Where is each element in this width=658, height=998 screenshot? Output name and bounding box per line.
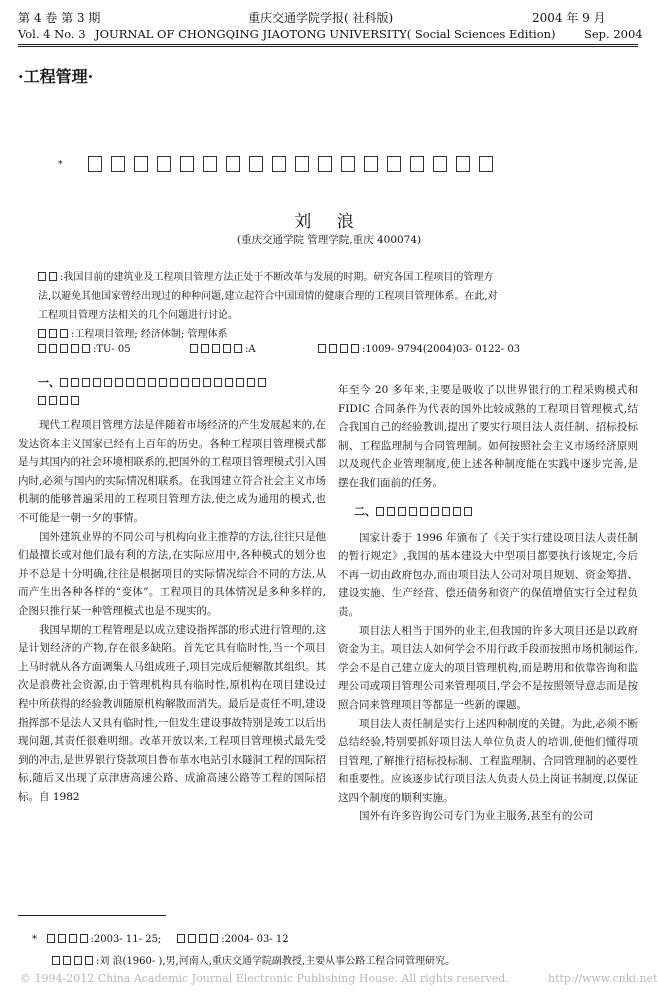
- left-paragraph-1: 现代工程项目管理方法是伴随着市场经济的产生发展起来的,在发达资本主义国家已经有上百年的历史。各种工程项目管理模式都是与其国内的社会环境相联系的,把国外的工程项目管理模式引入国内时,必须与国内的实际情况相联系。在我国建立符合社会主义市场机制的能够普遍采用的工程项目管理方法,使之成为通用的模式,也不可能是一朝一夕的事情。: [18, 419, 326, 524]
- title-glyph-box: [456, 156, 470, 172]
- article-id: :1009- 9794(2004)03- 0122- 03: [318, 344, 520, 355]
- author-affiliation: (重庆交通学院 管理学院,重庆 400074): [236, 234, 422, 246]
- title-glyph-box: [203, 156, 217, 172]
- abstract-line-2: 法,以避免其他国家曾经出现过的种种问题,建立起符合中国国情的健康合理的工程项目管理体系。在此,对: [38, 291, 498, 302]
- right-paragraph-3: 项目法人责任制是实行上述四种制度的关键。为此,必须不断总结经验,特别要抓好项目法人单位负责人的培训,使他们懂得项目管理,了解推行招标投标制、工程监理制、合同管理制的必要性和重要性。应该逐步试行项目法人负责人员上岗证书制度,以保证这四个制度的顺利实施。: [338, 717, 638, 804]
- title-glyph-box: [226, 156, 240, 172]
- right-paragraph-2: 项目法人相当于国外的业主,但我国的许多大项目还是以政府资金为主。项目法人如何学会不用行政手段而按照市场机制运作,学会不是自己建立庞大的项目管理机构,而是聘用和依靠咨询和监理公司或项目管理公司来管理项目,学会不是按照领导意志而是按照合同来管理项目等都是一些新的课题。: [338, 624, 638, 711]
- footnote-dates: * :2003- 11- 25; :2004- 03- 12: [32, 934, 289, 945]
- title-glyph-box: [479, 156, 493, 172]
- title-footnote-marker: *: [58, 160, 63, 170]
- clc-number: :TU- 05: [38, 344, 131, 355]
- title-glyph-box: [134, 156, 148, 172]
- title-glyph-box: [272, 156, 286, 172]
- header-journal-en: JOURNAL OF CHONGQING JIAOTONG UNIVERSITY( Social Sciences Edition): [95, 27, 556, 41]
- right-paragraph-continued: 年至今 20 多年来,主要是吸收了以世界银行的工程采购模式和 FIDIC 合同条件为代表的国外比较成熟的工程项目管理模式,结合我国自己的经验教训,提出了要实行项目法人责任制、招标投标制、工程监理制与合同管理制。如何按照社会主义市场经济原则以及现代企业管理制度,使上述各种制度能在实践中逐步完善,是摆在我们面前的任务。: [338, 384, 638, 489]
- footnote-rule: [18, 915, 166, 916]
- footnote-author-bio: :刘 浪(1960- ),男,河南人,重庆交通学院副教授,主要从事公路工程合同管理研究。: [52, 952, 455, 967]
- header-date-en: Sep. 2004: [584, 27, 643, 41]
- right-paragraph-1: 国家计委于 1996 年颁布了《关于实行建设项目法人责任制的暂行规定》,我国的基本建设大中型项目都要执行该规定,今后不再一切由政府包办,而由项目法人公司对项目规划、资金筹措、建设实施、生产经营、偿还债务和资产的保值增值实行全过程负责。: [338, 531, 638, 618]
- keywords: :工程项目管理; 经济体制; 管理体系: [38, 325, 227, 340]
- title-glyph-box: [341, 156, 355, 172]
- title-glyph-box: [364, 156, 378, 172]
- header-volume-issue-cn: 第 4 卷 第 3 期: [18, 11, 101, 25]
- title-glyph-box: [318, 156, 332, 172]
- title-glyph-box: [433, 156, 447, 172]
- header-rule: [18, 44, 638, 45]
- title-glyph-box: [111, 156, 125, 172]
- title-glyph-box: [157, 156, 171, 172]
- section-two-heading: 二、: [338, 503, 638, 521]
- title-glyph-box: [249, 156, 263, 172]
- right-paragraph-4: 国外有许多咨询公司专门为业主服务,甚至有的公司: [359, 810, 594, 823]
- article-title: [88, 156, 493, 172]
- document-code: :A: [190, 344, 256, 355]
- section-label: ·工程管理·: [18, 67, 94, 86]
- header-journal-cn: 重庆交通学院学报( 社科版): [248, 11, 394, 25]
- title-glyph-box: [387, 156, 401, 172]
- cnki-url-watermark: http://www.cnki.net: [548, 972, 658, 985]
- header-date-cn: 2004 年 9 月: [532, 11, 606, 25]
- author-name: 刘 浪: [294, 212, 364, 232]
- title-glyph-box: [180, 156, 194, 172]
- left-paragraph-3: 我国早期的工程管理是以成立建设指挥部的形式进行管理的,这是计划经济的产物,存在很多缺陷。首先它具有临时性,当一个项目上马时就从各方面调集人马组成班子,项目完成后便解散其组织。其次是浪费社会资源,由于管理机构具有临时性,原机构在项目建设过程中所获得的经验教训随原机构解散而消失。最后是责任不明,建设指挥部不是法人又具有临时性,一但发生建设事故特别是竣工以后出现问题,其责任很难明细。改革开放以来,工程项目管理模式最先受到的冲击,是世界银行贷款项目鲁布革水电站引水隧洞工程的国际招标,随后又出现了京津唐高速公路、成渝高速公路等工程的国际招标。自 1982: [18, 623, 326, 803]
- section-one-heading: 一、: [18, 374, 326, 410]
- header-volume-issue-en: Vol. 4 No. 3: [18, 27, 86, 41]
- title-glyph-box: [295, 156, 309, 172]
- copyright-watermark: © 1994-2012 China Academic Journal Electronic Publishing House. All rights reserved.: [20, 972, 509, 985]
- title-glyph-box: [410, 156, 424, 172]
- left-column: [18, 374, 326, 806]
- left-paragraph-2: 国外建筑业界的不同公司与机构向业主推荐的方法,往往只是他们最擅长或对他们最有利的方法,在实际应用中,各种模式的划分也并不总是十分明确,往往是根据项目的实际情况综合不同的方法,从而产生出各种各样的“变体”。工程项目的具体情况是多种多样的,企图只推行某一种管理模式也是不现实的。: [18, 530, 326, 617]
- right-column: [338, 381, 638, 826]
- title-glyph-box: [88, 156, 102, 172]
- header-rule-2: [18, 46, 638, 47]
- abstract-line-1: :我国目前的建筑业及工程项目管理方法正处于不断改革与发展的时期。研究各国工程项目的管理方: [38, 268, 493, 283]
- abstract-line-3: 工程项目管理方法相关的几个问题进行讨论。: [38, 310, 238, 321]
